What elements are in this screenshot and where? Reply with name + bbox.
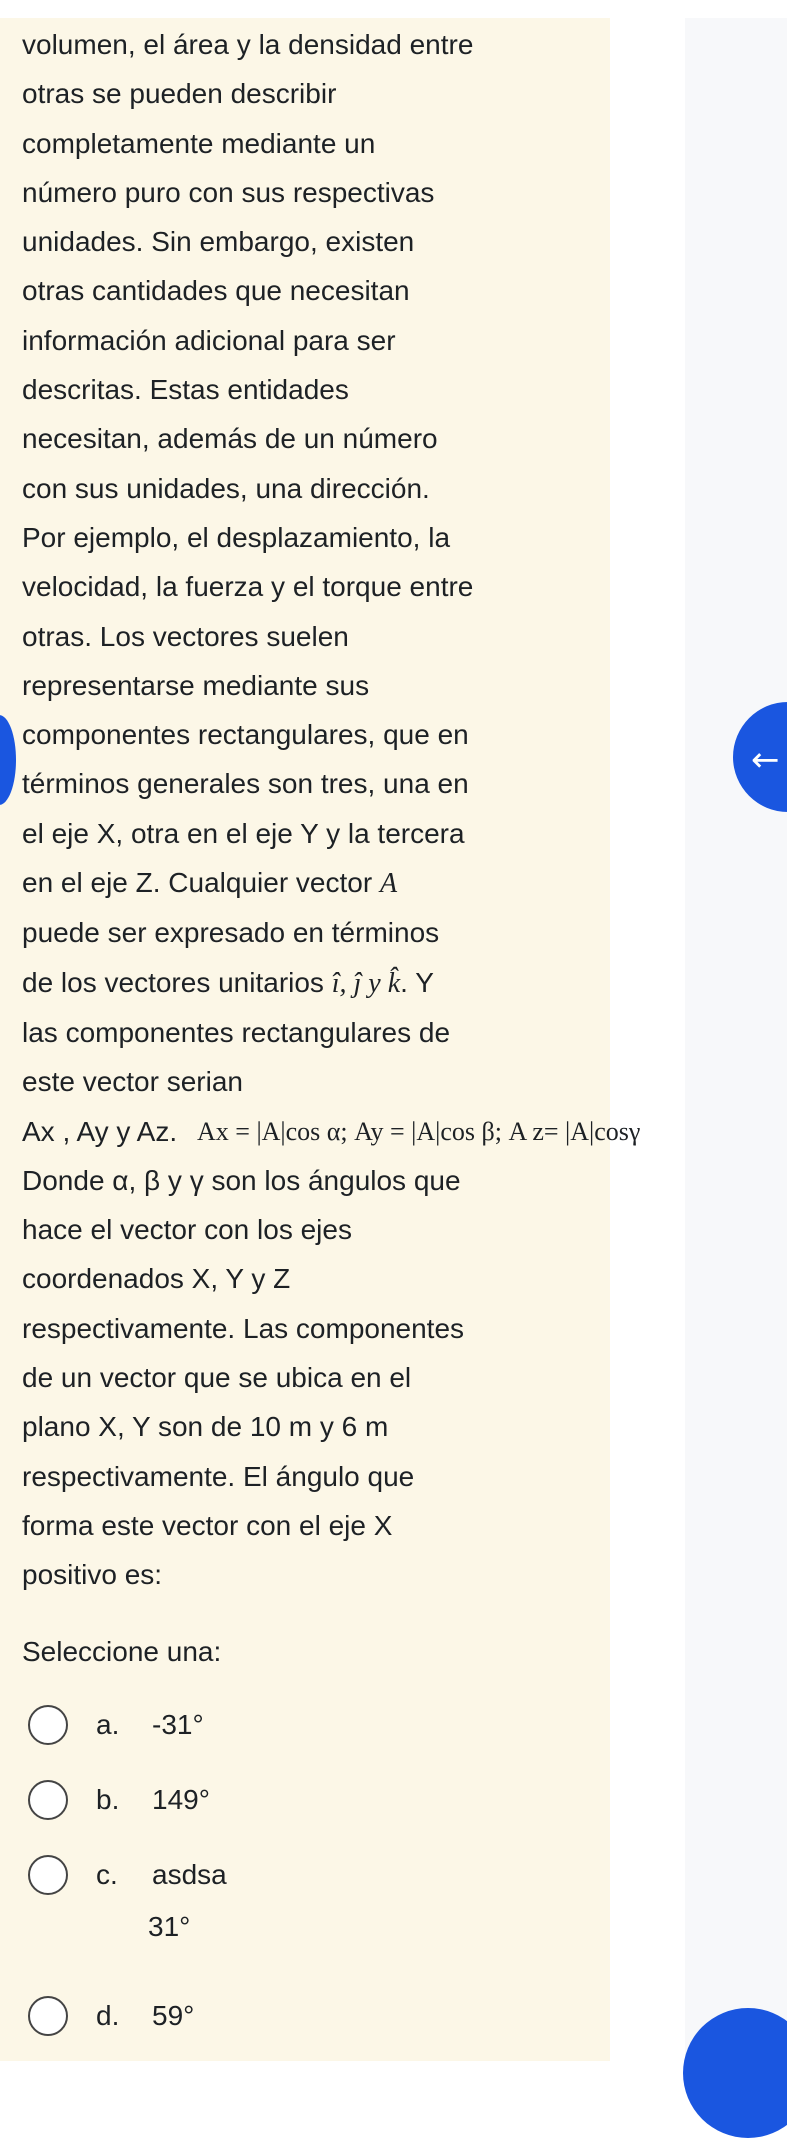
question-line: Donde α, β y γ son los ángulos que [22,1164,461,1196]
right-gutter [685,18,787,2061]
question-line: otras se pueden describir [22,78,337,110]
question-line: puede ser expresado en términos [22,917,440,949]
question-line: información adicional para ser [22,324,396,356]
question-line: positivo es: [22,1559,163,1591]
radio-button[interactable] [28,1996,68,2036]
question-text [22,20,641,1600]
question-line: hace el vector con los ejes [22,1214,352,1246]
select-prompt: Seleccione una: [22,1636,222,1667]
question-line: de los vectores unitarios î, ĵ y k̂. Y [22,966,434,999]
radio-button[interactable] [28,1855,68,1895]
answer-option-a[interactable] [28,1695,204,1755]
question-line: descritas. Estas entidades [22,374,349,406]
question-line: respectivamente. Las componentes [22,1312,465,1344]
answer-option-c[interactable] [28,1845,227,1905]
answer-text: 149° [152,1784,210,1815]
answer-letter: c. [96,1859,118,1890]
question-line: forma este vector con el eje X [22,1509,393,1541]
question-line: plano X, Y son de 10 m y 6 m [22,1411,389,1443]
question-line: términos generales son tres, una en [22,768,469,800]
question-line: volumen, el área y la densidad entre [22,29,474,60]
answer-option-b[interactable] [28,1770,210,1830]
answer-letter: d. [96,2000,120,2031]
arrow-left-icon: ← [751,740,780,780]
answer-option-d[interactable] [28,1986,194,2046]
question-line: completamente mediante un [22,127,376,159]
answer-letter: a. [96,1709,120,1740]
question-line: el eje X, otra en el eje Y y la tercera [22,817,465,849]
question-line: otras. Los vectores suelen [22,620,349,652]
question-line: componentes rectangulares, que en [22,719,469,751]
question-line: velocidad, la fuerza y el torque entre [22,571,474,603]
answer-letter: b. [96,1784,120,1815]
question-line: número puro con sus respectivas [22,176,435,208]
question-line: Por ejemplo, el desplazamiento, la [22,521,451,553]
answer-c-subtext: 31° [148,1911,191,1942]
component-formula: Ax = |A|cos α; Ay = |A|cos β; A z= |A|cosγ [197,1116,641,1146]
radio-button[interactable] [28,1780,68,1820]
question-line: respectivamente. El ángulo que [22,1460,415,1492]
question-line: coordenados X, Y y Z [22,1263,291,1295]
radio-button[interactable] [28,1705,68,1745]
answer-text: asdsa [152,1859,227,1890]
answer-text: 59° [152,2000,195,2031]
question-line: de un vector que se ubica en el [22,1362,412,1394]
formula-line: Ax , Ay y Az. Ax = |A|cos α; Ay = |A|cos β; A z= |A|cosγ [22,1107,602,1156]
question-line: con sus unidades, una dirección. [22,472,430,504]
answer-text: -31° [152,1709,204,1740]
question-line: las componentes rectangulares de [22,1016,451,1048]
question-line: necesitan, además de un número [22,423,438,455]
question-line: representarse mediante sus [22,669,370,701]
question-line: unidades. Sin embargo, existen [22,226,415,258]
question-line: otras cantidades que necesitan [22,275,410,307]
question-line: este vector serian [22,1066,243,1098]
question-line: en el eje Z. Cualquier vector A⃗ [22,867,419,900]
